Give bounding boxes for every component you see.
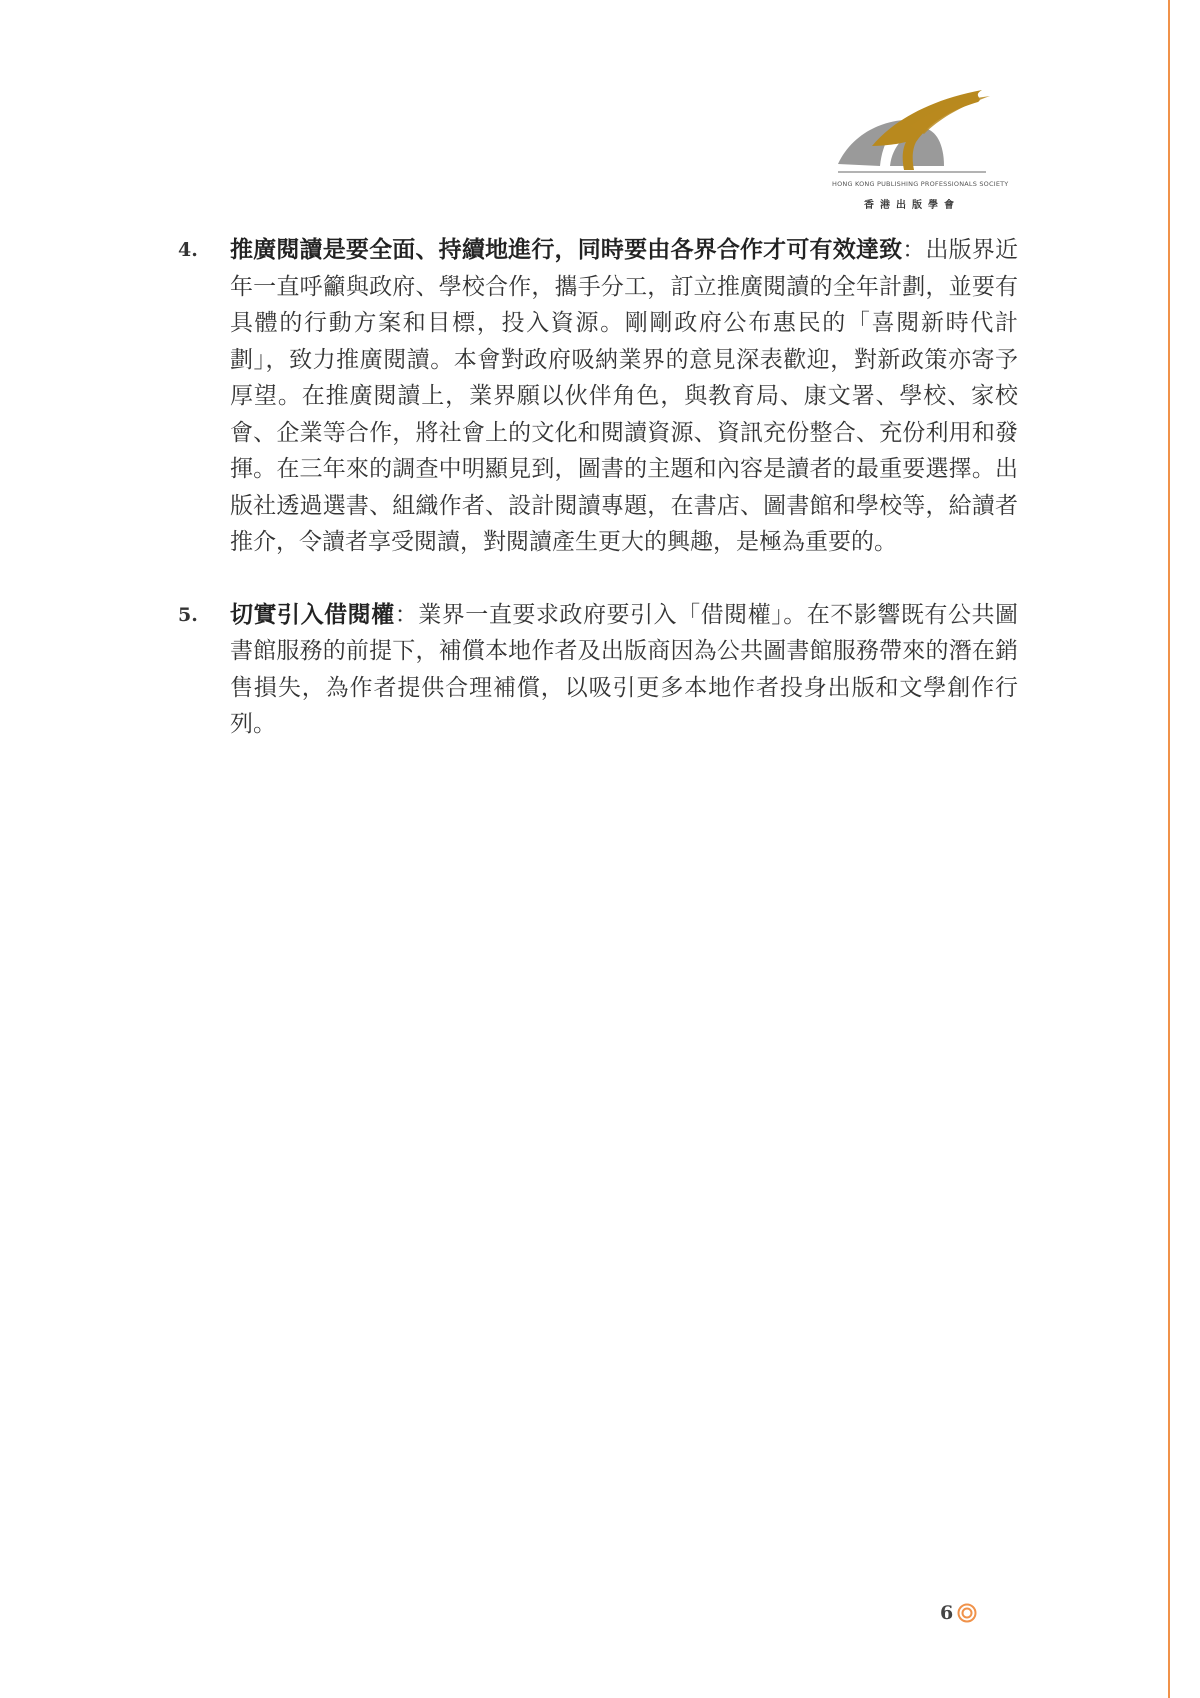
hkpps-logo-icon xyxy=(832,86,992,178)
society-logo xyxy=(832,86,1009,226)
list-item-heading: 切實引入借閱權 xyxy=(230,600,395,628)
list-item-4 xyxy=(178,232,1018,561)
right-margin-rule xyxy=(1168,0,1170,1698)
logo-name-english: HONG KONG PUBLISHING PROFESSIONALS SOCIETY xyxy=(832,180,1009,188)
list-item-body: ：出版界近年一直呼籲與政府、學校合作，攜手分工，訂立推廣閱讀的全年計劃，並要有具體的行動方案和目標，投入資源。剛剛政府公布惠民的「喜閱新時代計劃」，致力推廣閱讀。本會對政府吸納業界的意見深表歡迎，對新政策亦寄予厚望。在推廣閱讀上，業界願以伙伴角色，與教育局、康文署、學校、家校會、企業等合作，將社會上的文化和閱讀資源、資訊充份整合、充份利用和發揮。在三年來的調查中明顯見到，圖書的主題和內容是讀者的最重要選擇。出版社透過選書、組織作者、設計閱讀專題，在書店、圖書館和學校等，給讀者推介，令讀者享受閱讀，對閱讀產生更大的興趣，是極為重要的。 xyxy=(230,237,1019,555)
page-footer xyxy=(940,1602,977,1624)
logo-name-chinese: 香港出版學會 xyxy=(864,200,960,211)
list-item-number: 4. xyxy=(178,239,198,261)
list-item-5 xyxy=(178,597,1018,743)
list-item-number: 5. xyxy=(178,603,198,626)
list-item-body: ：業界一直要求政府要引入「借閱權」。在不影響既有公共圖書館服務的前提下，補償本地作者及出版商因為公共圖書館服務帶來的潛在銷售損失，為作者提供合理補償，以吸引更多本地作者投身出版和文學創作行列。 xyxy=(230,601,1019,737)
page-number: 6 xyxy=(940,1602,954,1624)
document-body xyxy=(178,232,1018,743)
concentric-circle-icon xyxy=(957,1603,977,1623)
list-item-heading: 推廣閱讀是要全面、持續地進行，同時要由各界合作才可有效達致 xyxy=(230,236,903,263)
